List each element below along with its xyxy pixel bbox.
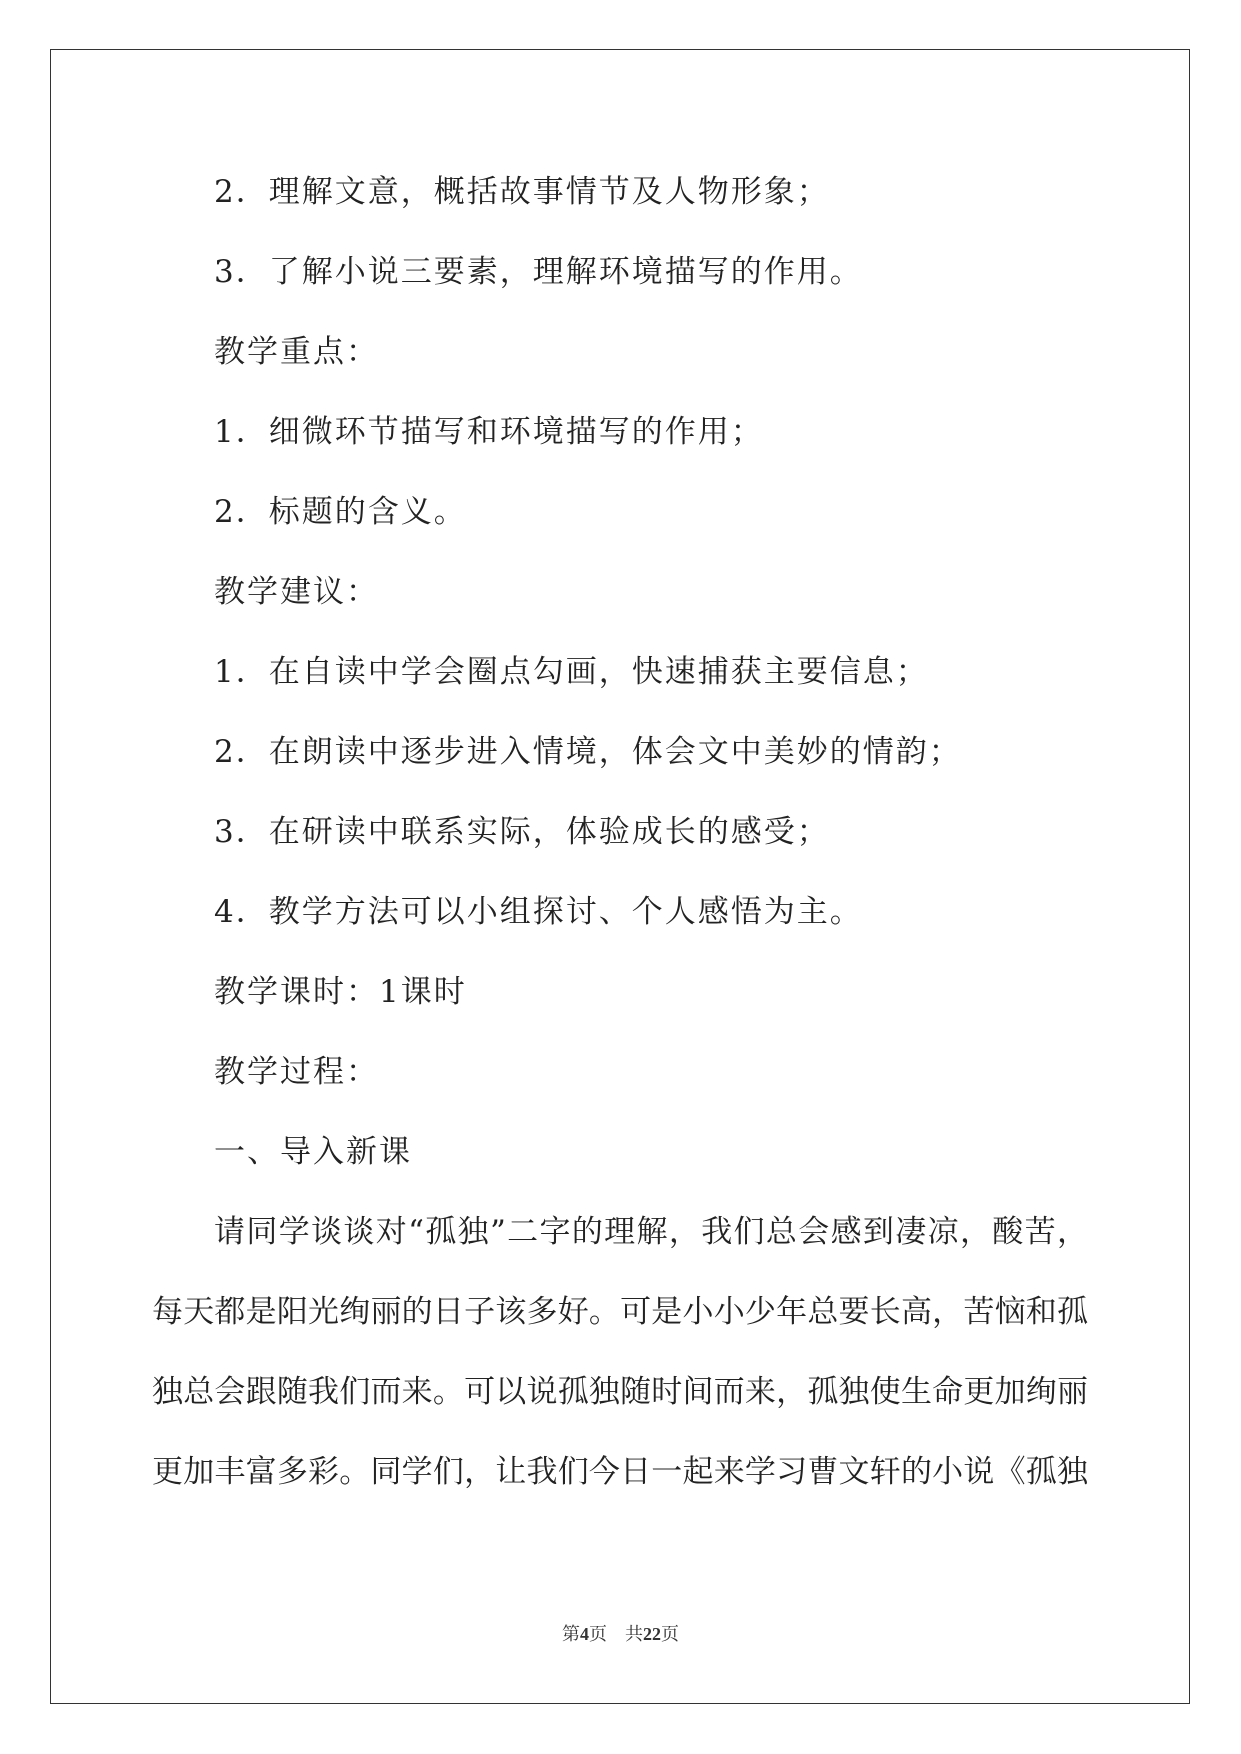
- section-intro-heading: 一、导入新课: [214, 1134, 412, 1170]
- footer-total-prefix: 共: [625, 1624, 643, 1644]
- footer-total-pages: 22: [643, 1624, 661, 1644]
- paragraph-line-2: 每天都是阳光绚丽的日子该多好。可是小小少年总要长高，苦恼和孤: [152, 1294, 1088, 1330]
- objective-line-3: 3．了解小说三要素，理解环境描写的作用。: [214, 254, 863, 290]
- paragraph-line-1: 请同学谈谈对“孤独”二字的理解，我们总会感到凄凉，酸苦，: [214, 1214, 1088, 1250]
- paragraph-line-4: 更加丰富多彩。同学们，让我们今日一起来学习曹文轩的小说《孤独: [152, 1454, 1088, 1490]
- heading-key-points: 教学重点：: [214, 334, 379, 370]
- key-point-2: 2．标题的含义。: [214, 494, 467, 530]
- key-point-1: 1．细微环节描写和环境描写的作用；: [214, 414, 764, 450]
- footer-page-number: 4: [580, 1624, 589, 1644]
- footer-page-suffix: 页: [589, 1624, 607, 1644]
- footer-prefix: 第: [562, 1624, 580, 1644]
- class-hours: 教学课时：1课时: [214, 974, 467, 1010]
- page-footer: [0, 1622, 1241, 1646]
- suggestion-1: 1．在自读中学会圈点勾画，快速捕获主要信息；: [214, 654, 929, 690]
- heading-process: 教学过程：: [214, 1054, 379, 1090]
- footer-total-suffix: 页: [661, 1624, 679, 1644]
- suggestion-4: 4．教学方法可以小组探讨、个人感悟为主。: [214, 894, 863, 930]
- objective-line-2: 2．理解文意，概括故事情节及人物形象；: [214, 174, 830, 210]
- heading-suggestions: 教学建议：: [214, 574, 379, 610]
- paragraph-line-3: 独总会跟随我们而来。可以说孤独随时间而来，孤独使生命更加绚丽: [152, 1374, 1088, 1410]
- suggestion-3: 3．在研读中联系实际，体验成长的感受；: [214, 814, 830, 850]
- suggestion-2: 2．在朗读中逐步进入情境，体会文中美妙的情韵；: [214, 734, 962, 770]
